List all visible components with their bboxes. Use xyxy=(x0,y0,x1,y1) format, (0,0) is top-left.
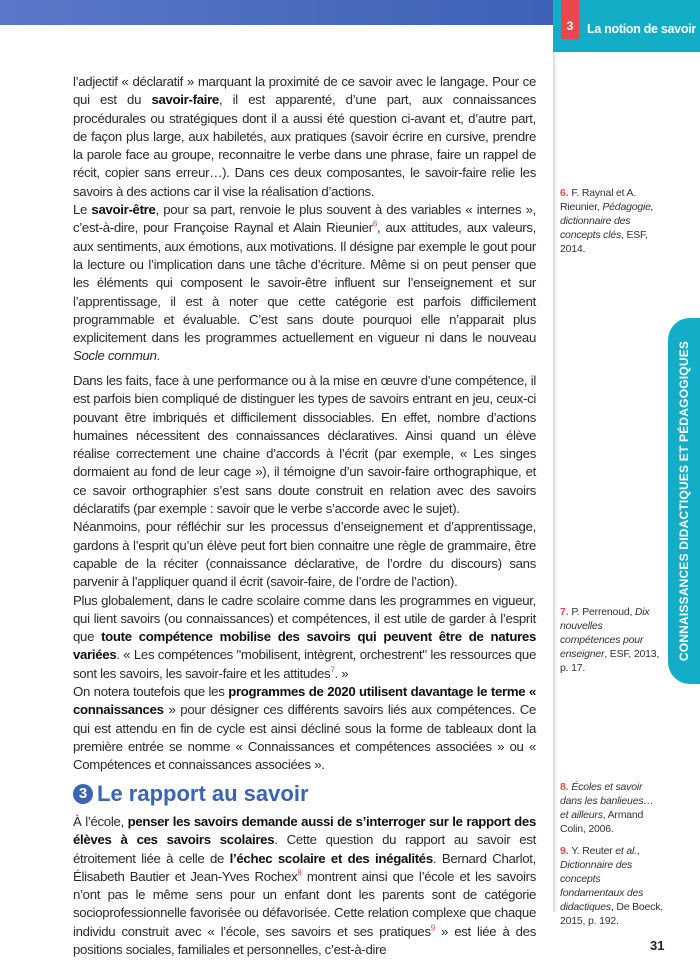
text-run: Pédagogie, dictionnaire des concepts clés xyxy=(560,201,654,241)
footnote-number: 6. xyxy=(560,187,569,199)
section-heading xyxy=(73,781,309,807)
top-color-bar xyxy=(0,0,553,25)
text-run: » est liée à des positions sociales, familiales et personnelles, c’est-à-dire xyxy=(73,923,536,958)
text-run: , pour sa part, renvoie le plus souvent à des variables « internes », c’est-à-dire, pour Françoise Raynal et Alain Rieunier xyxy=(73,202,536,236)
section-title: Le rapport au savoir xyxy=(97,781,309,806)
text-run: Y. Reuter xyxy=(571,845,616,857)
text-run: . xyxy=(156,348,160,364)
bold-text: penser les savoirs demande aussi de s’interroger sur le rapport des élèves à ces savoirs scolaires xyxy=(73,814,536,848)
text-run: Le xyxy=(73,202,92,218)
chapter-header xyxy=(553,0,700,52)
paragraph xyxy=(73,592,536,683)
paragraph xyxy=(73,73,536,201)
bold-text: l’échec scolaire et des inégalités xyxy=(229,850,433,866)
text-run: , ESF, 2014. xyxy=(560,229,648,255)
footnote-number: 7. xyxy=(560,606,569,618)
text-run: , ESF, 2013, p. 17. xyxy=(560,648,660,674)
footnote-8 xyxy=(560,780,664,836)
chapter-title: La notion de savoir xyxy=(587,22,696,36)
text-run: , aux attitudes, aux valeurs, aux sentiments, aux émotions, aux motivations. Il désigne par exemple le gout pour la lecture ou l’implication dans une tâche d’écriture. Même si on peut penser que les éléments qui composent le savoir-être influent sur l’enseignement et sur l’apprentissage, il est à noter que cette catégorie est parfois difficilement programmable et évaluable. C’est sans doute pourquoi elle n’apparait plus explicitement dans les programmes actuellement en vigueur ni dans le nouveau xyxy=(73,220,536,346)
footnote-ref: 6 xyxy=(372,219,377,229)
footnote-6 xyxy=(560,186,664,256)
chapter-number: 3 xyxy=(561,0,579,39)
text-run: Écoles et savoir dans les banlieues… et ailleurs xyxy=(560,781,654,821)
text-run: , De Boeck, 2015, p. 192. xyxy=(560,901,663,927)
page-number: 31 xyxy=(650,938,665,953)
footnote-ref: 7 xyxy=(330,665,335,675)
bold-text: savoir-faire xyxy=(151,92,219,108)
bold-text: toute compétence mobilise des savoirs qui peuvent être de natures variées xyxy=(73,629,537,663)
paragraph xyxy=(73,201,536,366)
text-run: Socle commun xyxy=(73,348,157,364)
footnote-number: 8. xyxy=(560,781,569,793)
text-run: montrent ainsi que l’école et les savoirs n’ont pas le même sens pour un enfant dont les parents sont de catégorie socioprofessionnelle favorisée ou défavorisée. Cette relation complexe que chaque individu construit avec « l’école, ses savoirs et ses pratiques xyxy=(73,868,536,939)
text-run: , il est apparenté, d’une part, aux connaissances procédurales ou stratégiques dont il a aussi été question ci-avant et, d’autre part, de façon plus large, aux habiletés, aux pratiques (savoir écrire en cursive, prendre la parole face au groupe, reconnaitre le verbe dans une phrase, faire un rappel de récit, copier sans erreur…). Dans ces deux composantes, le savoir-faire relie les savoirs à des actions car il vise la réalisation d’actions. xyxy=(73,92,536,199)
section-side-tab xyxy=(668,318,700,684)
text-run: . « Les compétences "mobilisent, intègrent, orchestrent" les ressources que sont les savoirs, les savoir-faire et les attitudes xyxy=(73,647,536,681)
text-run: , Armand Colin, 2006. xyxy=(560,809,644,835)
paragraph xyxy=(73,372,536,518)
text-run: À l’école, xyxy=(73,814,128,829)
text-run: P. Perrenoud, xyxy=(571,606,635,618)
bold-text: programmes de 2020 utilisent davantage le terme « connaissances xyxy=(73,684,537,718)
text-run: Dix nouvelles compétences pour enseigner xyxy=(560,606,650,660)
text-run: Plus globalement, dans le cadre scolaire comme dans les programmes en vigueur, qui lient savoirs (ou connaissances) et compétences, il est utile de garder à l’esprit que xyxy=(73,592,536,645)
footnote-ref: 8 xyxy=(297,868,302,878)
text-run: , xyxy=(636,845,640,857)
side-tab-label: CONNAISSANCES DIDACTIQUES ET PÉDAGOGIQUES xyxy=(677,340,691,662)
body-block-1 xyxy=(73,73,536,366)
paragraph xyxy=(73,813,536,959)
footnote-9 xyxy=(560,844,664,928)
text-run: F. Raynal et A. Rieunier, xyxy=(560,187,637,213)
text-run: Dans les faits, face à une performance ou à la mise en œuvre d’une compétence, il est parfois bien compliqué de distinguer les types de savoirs entrant en jeu, ceux-ci pouvant être imbriqués et difficilement dissociables. En effet, nombre d’actions humaines nécessitent des connaissances déclaratives. Ainsi quand un élève réalise correctement une chaine d’accords à l’écrit (par exemple, « Les singes dormaient au fond de leur cage »), il témoigne d’un savoir-faire orthographique, et ce savoir orthographier s’est sans doute construit en relation avec des savoirs déclaratifs (par exemple : savoir que le verbe s’accorde avec le sujet). xyxy=(73,373,536,517)
text-run: . » xyxy=(334,665,349,681)
margin-divider xyxy=(553,52,557,912)
footnote-7 xyxy=(560,605,664,675)
text-run: . Bernard Charlot, Élisabeth Bautier et Jean-Yves Rochex xyxy=(73,850,537,884)
bold-text: savoir-être xyxy=(91,202,156,218)
footnote-number: 9. xyxy=(560,845,569,857)
paragraph xyxy=(73,518,536,591)
footnote-ref: 9 xyxy=(430,923,435,933)
text-run: . Cette question du rapport au savoir est étroitement liée à celle de xyxy=(73,832,536,866)
text-run: On notera toutefois que les xyxy=(73,684,229,700)
paragraph xyxy=(73,683,536,774)
text-run: » pour désigner ces différents savoirs liés aux compétences. Ce qui est attendu en fin de cycle est ainsi décliné sous la forme de tableaux dont la première entrée se nomme « Connaissances et compétences associées » ou « Compétences et connaissances associées ». xyxy=(73,702,536,773)
section-number-badge: 3 xyxy=(73,784,93,804)
text-run: l’adjectif « déclaratif » marquant la proximité de ce savoir avec le langage. Pour ce qui est du xyxy=(73,74,536,108)
body-block-3 xyxy=(73,813,536,959)
text-run: Néanmoins, pour réfléchir sur les processus d’enseignement et d’apprentissage, gardons à l’esprit qu’un élève peut fort bien connaitre une règle de grammaire, être capable de la réciter (connaissance déclarative, de l’ordre du discours) sans parvenir à l’appliquer quand il écrit (savoir-faire, de l’ordre de l’action). xyxy=(73,519,536,590)
body-block-2 xyxy=(73,372,536,775)
text-run: et al. xyxy=(615,845,637,857)
text-run: Dictionnaire des concepts fondamentaux des didactiques xyxy=(560,859,644,913)
